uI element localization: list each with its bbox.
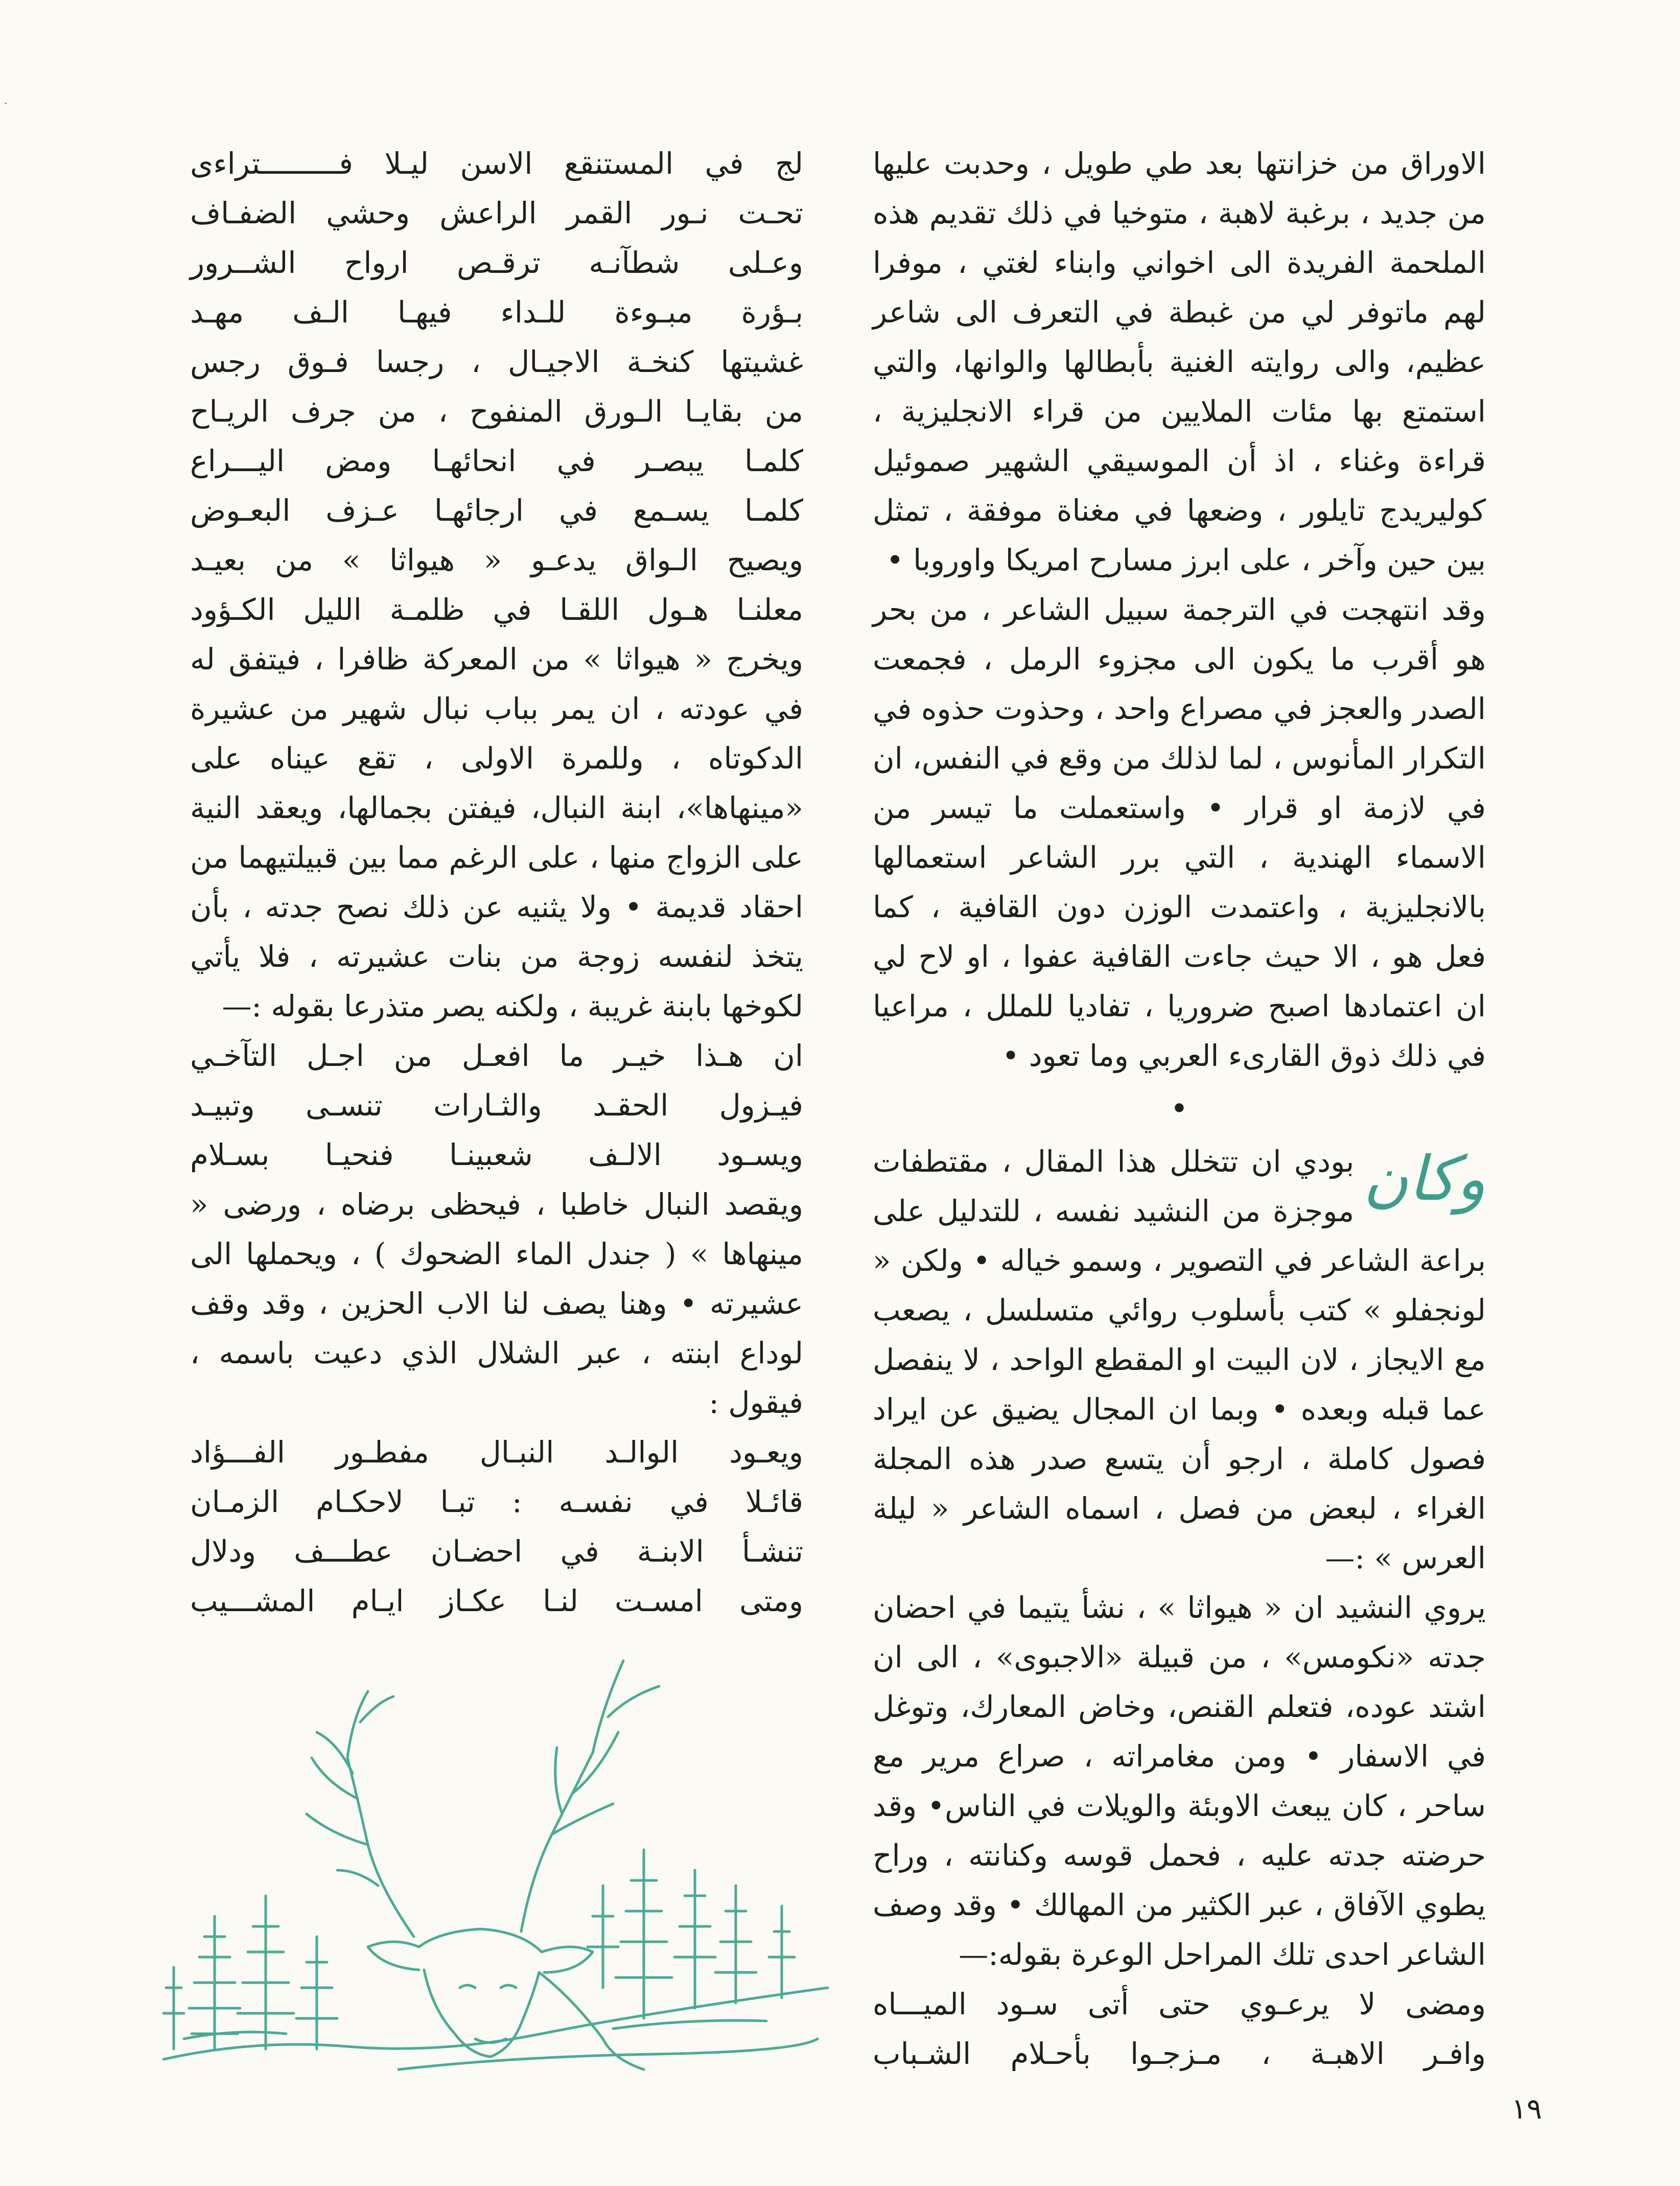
paragraph: وقد انتهجت في الترجمة سبيل الشاعر ، من بحر هو أقرب ما يكون الى مجزوء الرمل ، فجمعت الصدر والعجز في مصراع واحد ، وحذوت حذوه في التكرار المأنوس ، لما لذلك من وقع في النفس، ان في لازمة او قرار • واستعملت ما تيسر من الاسماء الهندية ، التي برر الشاعر استعمالها بالانجليزية ، واعتمدت الوزن دون القافية ، كما فعل هو ، الا حيث جاءت القافية عفوا ، او لاح لي ان اعتمادها اصبح ضروريا ، تفاديا للملل ، مراعيا في ذلك ذوق القارىء العربي وما تعود •	[873, 592, 1486, 1073]
paragraph: الاوراق من خزانتها بعد طي طويل ، وحدبت عليها من جديد ، برغبة لاهبة ، متوخيا في ذلك تقديم هذه الملحمة الفريدة الى اخواني وابناء لغتي ، موفرا لهم ماتوفر لي من غبطة في التعرف الى شاعر عظيم، والى روايته الغنية بأبطالها والوانها، والتي استمتع بها مئات الملايين من قراء الانجليزية ، قراءة وغناء ، اذ أن الموسيقي الشهير صموئيل كوليريدج تايلور ، وضعها في مغناة موفقة ، تمثل بين حين وآخر ، على ابرز مسارح امريكا واوروبا •	[873, 146, 1486, 577]
deer-icon	[153, 1630, 843, 2080]
poem-line: وافـر الاهبـة ، مـزجـوا بأحـلام الشـباب	[873, 2036, 1486, 2071]
page-number: ١٩	[1511, 2092, 1542, 2126]
poem-line: كلمـا يسـمع في ارجائهـا عـزف البعـوض	[190, 493, 803, 528]
section-separator: •	[1170, 1091, 1188, 1127]
paragraph-text: بودي ان تتخلل هذا المقال ، مقتطفات موجزة من النشيد نفسه ، للتدليل على براعة الشاعر في التصوير ، وسمو خياله • ولكن « لونجفلو » كتب بأسلوب روائي متسلسل ، يصعب مع الايجاز ، لان البيت او المقطع الواحد ، لا ينفصل عما قبله وبعده • وبما ان المجال يضيق عن ايراد فصول كاملة ، ارجو أن يتسع صدر هذه المجلة الغراء ، لبعض من فصل ، اسماه الشاعر « ليلة العرس » :—	[873, 1144, 1486, 1575]
poem-line: بـؤرة مبـوءة للـداء فيهـا الـف مهـد	[190, 295, 803, 330]
poem-line: تحـت نـور القمر الراعش وحشي الضفـاف	[190, 196, 803, 230]
poem-line: ان هـذا خيـر ما افعـل من اجـل التآخـي	[190, 1038, 803, 1073]
right-column	[873, 139, 1486, 2079]
poem-line: من بقايـا الـورق المنفوح ، من جرف الريـاح	[190, 394, 803, 429]
paragraph: ويقصد النبال خاطبا ، فيحظى برضاه ، ورضى « مينهاها » ( جندل الماء الضحوك ) ، ويحملها الى عشيرته • وهنا يصف لنا الاب الحزين ، وقد وقف لوداع ابنته ، عبر الشلال الذي دعيت باسمه ، فيقول :	[190, 1187, 803, 1420]
poem-line: ومتى امسـت لنـا عكـاز ايـام المشـــيب	[190, 1584, 803, 1618]
poem-line: ويعـود الوالـد النبـال مفطـور الفـــؤاد	[190, 1435, 803, 1470]
dropcap: وكان	[1363, 1144, 1486, 1215]
poem-line: كلمـا يبصـر في انحائهـا ومض اليـــراع	[190, 444, 803, 478]
paragraph: يروي النشيد ان « هيواثا » ، نشأ يتيما في احضان جدته «نكومس» ، من قبيلة «الاجبوى» ، الى ان اشتد عوده، فتعلم القنص، وخاض المعارك، وتوغل في الاسفار • ومن مغامراته ، صراع مرير مع ساحر ، كان يبعث الاوبئة والويلات في الناس• وقد حرضته جدته عليه ، فحمل قوسه وكنانته ، وراح يطوي الآفاق ، عبر الكثير من المهالك • وقد وصف الشاعر احدى تلك المراحل الوعرة بقوله:—	[873, 1590, 1486, 1972]
poem-line: تنشـأ الابنـة في احضـان عطـــف ودلال	[190, 1534, 803, 1569]
poem-line: قائـلا في نفسـه : تبـا لاحكـام الزمـان	[190, 1484, 803, 1519]
paragraph: ويخرج « هيواثا » من المعركة ظافرا ، فيتفق له في عودته ، ان يمر بباب نبال شهير من عشيرة الدكوتاه ، وللمرة الاولى ، تقع عيناه على «مينهاها»، ابنة النبال، فيفتن بجمالها، ويعقد النية على الزواج منها ، على الرغم مما بين قبيلتيهما من احقاد قديمة • ولا يثنيه عن ذلك نصح جدته ، بأن يتخذ لنفسه زوجة من بنات عشيرته ، فلا يأتي لكوخها بابنة غريبة ، ولكنه يصر متذرعا بقوله :—	[190, 642, 803, 1024]
deer-illustration	[153, 1630, 843, 2080]
poem-line: ومضى لا يرعـوي حتى أتى سـود الميـــاه	[873, 1987, 1486, 2021]
left-column	[190, 139, 803, 1626]
poem-line: لج في المستنقع الاسن ليـلا فـــــــــتراءى	[190, 146, 803, 181]
poem-line: ويسـود الالـف شعبينـا فنحيـا بسـلام	[190, 1137, 803, 1172]
poem-line: فيـزول الحقـد والثـارات تنسـى وتبيـد	[190, 1088, 803, 1123]
poem-line: غشيتها كنخـة الاجيـال ، رجسا فـوق رجس	[190, 344, 803, 379]
poem-line: ويصيح الـواق يدعـو « هيواثا » من بعيـد	[190, 543, 803, 577]
poem-line: وعـلى شطآنـه ترقـص ارواح الشــرور	[190, 245, 803, 280]
corner-mark: ·	[4, 97, 8, 109]
poem-line: معلنـا هـول اللقـا في ظلمـة الليل الكـؤود	[190, 592, 803, 627]
paragraph-with-dropcap	[873, 1137, 1486, 1583]
